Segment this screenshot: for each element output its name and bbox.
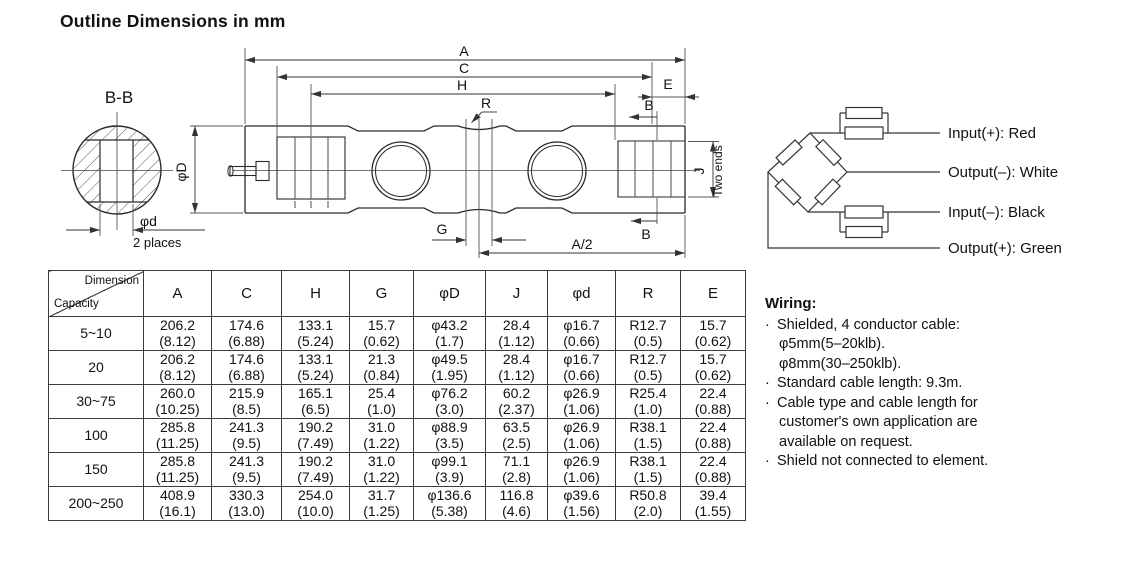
dim-label-g: G xyxy=(436,221,448,237)
dim-label-b-top: B xyxy=(644,97,654,113)
dimension-cell: 285.8 (11.25) xyxy=(144,453,212,487)
dimension-cell: φ16.7 (0.66) xyxy=(548,351,616,385)
dimension-cell: 174.6 (6.88) xyxy=(212,351,282,385)
dimension-cell: φ16.7 (0.66) xyxy=(548,317,616,351)
column-header: φD xyxy=(414,271,486,317)
section-label: B-B xyxy=(104,88,134,107)
dim-label-two-ends: Two ends xyxy=(711,145,725,197)
dimension-cell: R12.7 (0.5) xyxy=(616,317,681,351)
dimension-cell: R25.4 (1.0) xyxy=(616,385,681,419)
dim-label-h: H xyxy=(456,77,468,93)
note-line: · Shielded, 4 conductor cable: xyxy=(765,316,988,336)
dimension-cell: R12.7 (0.5) xyxy=(616,351,681,385)
note-line: available on request. xyxy=(779,433,913,450)
dimension-cell: φ26.9 (1.06) xyxy=(548,419,616,453)
dimension-cell: φ43.2 (1.7) xyxy=(414,317,486,351)
note-line: φ8mm(30–250klb). xyxy=(779,355,902,372)
dimension-cell: 63.5 (2.5) xyxy=(486,419,548,453)
wiring-bridge xyxy=(768,108,940,249)
dimension-cell: 22.4 (0.88) xyxy=(681,419,746,453)
dimension-cell: φ76.2 (3.0) xyxy=(414,385,486,419)
dim-label-b-bottom: B xyxy=(641,226,651,242)
column-header: G xyxy=(350,271,414,317)
wiring-notes xyxy=(765,294,988,472)
dimension-cell: 330.3 (13.0) xyxy=(212,487,282,521)
outline-drawing xyxy=(0,0,1147,268)
column-header: H xyxy=(282,271,350,317)
table-row xyxy=(49,351,746,385)
column-header: A xyxy=(144,271,212,317)
dim-label-c: C xyxy=(458,60,470,76)
dimension-cell: 28.4 (1.12) xyxy=(486,351,548,385)
dimension-cell: 22.4 (0.88) xyxy=(681,453,746,487)
capacity-cell: 5~10 xyxy=(49,317,144,351)
wiring-notes-list xyxy=(765,316,988,472)
dimension-cell: φ26.9 (1.06) xyxy=(548,385,616,419)
dimension-cell: 31.0 (1.22) xyxy=(350,419,414,453)
dimension-cell: 165.1 (6.5) xyxy=(282,385,350,419)
dimension-cell: 215.9 (8.5) xyxy=(212,385,282,419)
wiring-labels xyxy=(948,125,1062,257)
dim-label-r: R xyxy=(480,95,492,111)
table-row xyxy=(49,487,746,521)
dimension-cell: 174.6 (6.88) xyxy=(212,317,282,351)
dim-label-phi-d: φd xyxy=(140,213,157,229)
dimension-cell: 133.1 (5.24) xyxy=(282,317,350,351)
bullet-icon: · xyxy=(765,453,770,469)
table-header-row xyxy=(49,271,746,317)
column-header: R xyxy=(616,271,681,317)
note-line: · Cable type and cable length for xyxy=(765,394,988,414)
dim-label-e: E xyxy=(663,76,673,92)
capacity-cell: 150 xyxy=(49,453,144,487)
capacity-cell: 200~250 xyxy=(49,487,144,521)
dimension-cell: 260.0 (10.25) xyxy=(144,385,212,419)
dimension-cell: 116.8 (4.6) xyxy=(486,487,548,521)
corner-cell xyxy=(49,271,144,317)
dimension-cell: 71.1 (2.8) xyxy=(486,453,548,487)
dimension-cell: 206.2 (8.12) xyxy=(144,317,212,351)
wiring-notes-heading: Wiring: xyxy=(765,295,817,312)
dim-label-j: J xyxy=(691,167,707,175)
column-header: J xyxy=(486,271,548,317)
capacity-cell: 20 xyxy=(49,351,144,385)
dimension-cell: 15.7 (0.62) xyxy=(681,317,746,351)
corner-label-dimension: Dimension xyxy=(84,275,139,287)
dimension-cell: φ99.1 (3.9) xyxy=(414,453,486,487)
dimension-cell: φ88.9 (3.5) xyxy=(414,419,486,453)
table-row xyxy=(49,317,746,351)
bullet-icon: · xyxy=(765,316,770,333)
column-header: E xyxy=(681,271,746,317)
dim-label-a-half: A/2 xyxy=(571,236,593,252)
dim-label-two-places: 2 places xyxy=(133,235,182,250)
dimension-cell: 15.7 (0.62) xyxy=(681,351,746,385)
dimension-cell: R50.8 (2.0) xyxy=(616,487,681,521)
page-title: Outline Dimensions in mm xyxy=(60,11,286,31)
dimension-cell: 60.2 (2.37) xyxy=(486,385,548,419)
dimension-cell: 285.8 (11.25) xyxy=(144,419,212,453)
dimension-cell: 241.3 (9.5) xyxy=(212,453,282,487)
column-header: φd xyxy=(548,271,616,317)
dimension-cell: φ49.5 (1.95) xyxy=(414,351,486,385)
dimension-cell: 22.4 (0.88) xyxy=(681,385,746,419)
dimension-cell: φ26.9 (1.06) xyxy=(548,453,616,487)
dimension-cell: 408.9 (16.1) xyxy=(144,487,212,521)
dimension-cell: 206.2 (8.12) xyxy=(144,351,212,385)
dimension-lines xyxy=(190,48,719,258)
dimension-cell: 241.3 (9.5) xyxy=(212,419,282,453)
wire-label-output-minus: Output(–): White xyxy=(948,164,1059,181)
dimension-cell: 133.1 (5.24) xyxy=(282,351,350,385)
dimension-cell: 21.3 (0.84) xyxy=(350,351,414,385)
dimension-cell: φ39.6 (1.56) xyxy=(548,487,616,521)
capacity-cell: 100 xyxy=(49,419,144,453)
bullet-icon: · xyxy=(765,375,770,391)
note-line: φ5mm(5–20klb). xyxy=(779,336,886,352)
dimension-cell: 28.4 (1.12) xyxy=(486,317,548,351)
note-line: · Standard cable length: 9.3m. xyxy=(765,374,988,394)
note-line: · Shield not connected to element. xyxy=(765,452,988,472)
dimension-cell: 15.7 (0.62) xyxy=(350,317,414,351)
wire-label-input-plus: Input(+): Red xyxy=(948,125,1036,142)
note-line: customer's own application are xyxy=(779,414,978,430)
dimension-cell: 31.0 (1.22) xyxy=(350,453,414,487)
dimension-cell: 254.0 (10.0) xyxy=(282,487,350,521)
dim-label-a: A xyxy=(459,43,469,59)
capacity-cell: 30~75 xyxy=(49,385,144,419)
dimensions-table xyxy=(48,270,746,521)
wire-label-output-plus: Output(+): Green xyxy=(948,240,1062,257)
dimension-cell: 190.2 (7.49) xyxy=(282,453,350,487)
main-view xyxy=(228,126,700,213)
dimension-cell: 31.7 (1.25) xyxy=(350,487,414,521)
column-header: C xyxy=(212,271,282,317)
dimension-cell: R38.1 (1.5) xyxy=(616,453,681,487)
dim-label-phi-D: φD xyxy=(173,162,189,182)
bullet-icon: · xyxy=(765,394,770,411)
table-row xyxy=(49,453,746,487)
corner-label-capacity: Capacity xyxy=(54,297,99,310)
table-row xyxy=(49,419,746,453)
dimension-cell: φ136.6 (5.38) xyxy=(414,487,486,521)
dimension-cell: R38.1 (1.5) xyxy=(616,419,681,453)
dimension-cell: 190.2 (7.49) xyxy=(282,419,350,453)
dimension-cell: 39.4 (1.55) xyxy=(681,487,746,521)
dimension-cell: 25.4 (1.0) xyxy=(350,385,414,419)
wire-label-input-minus: Input(–): Black xyxy=(948,204,1045,221)
table-row xyxy=(49,385,746,419)
